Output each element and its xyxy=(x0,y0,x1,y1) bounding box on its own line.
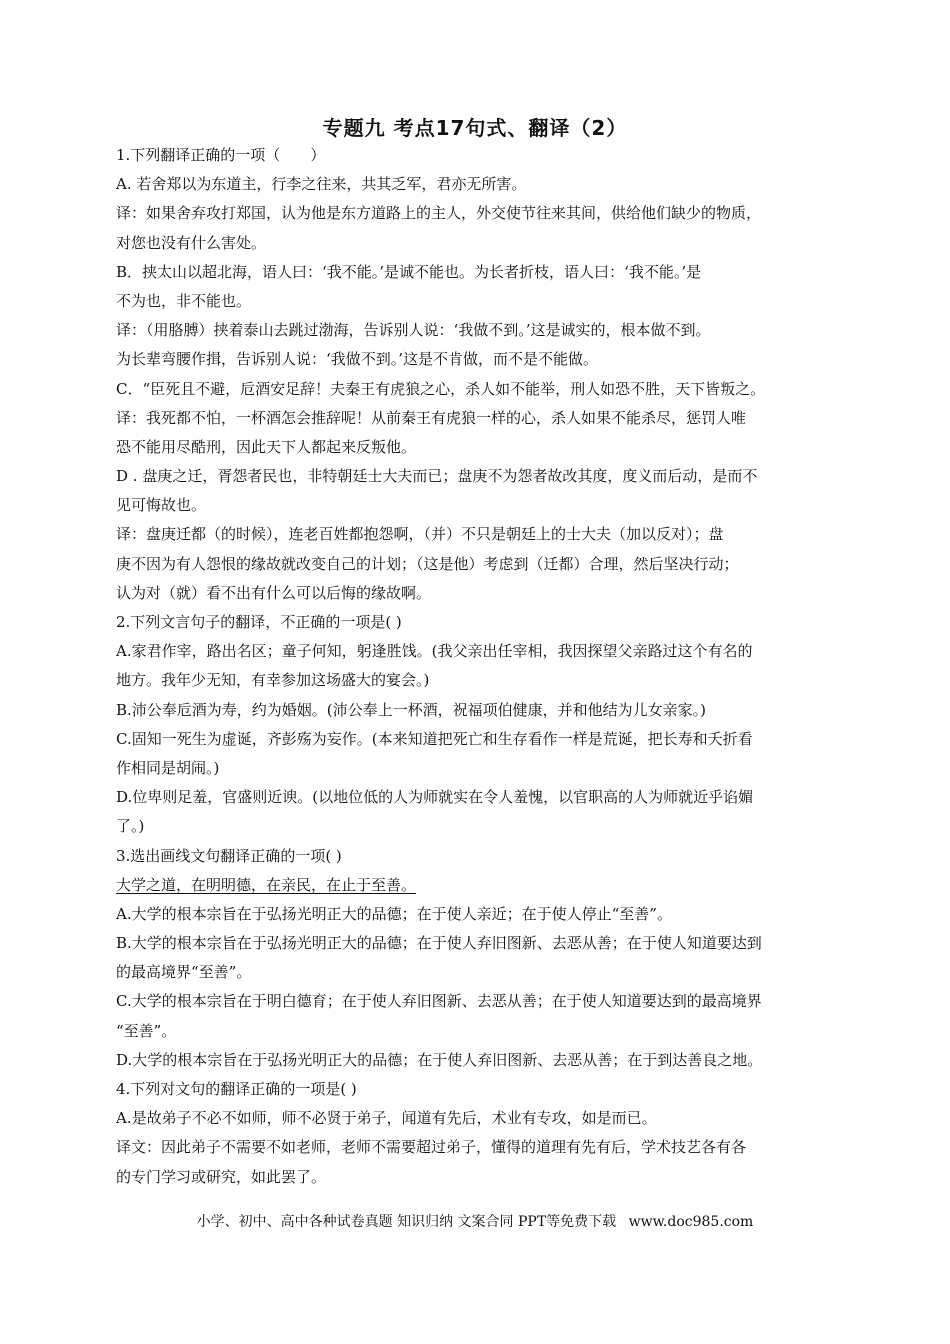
question-2-option-d-cont: 了。) xyxy=(116,817,145,836)
question-1-option-b-cont: 不为也，非不能也。 xyxy=(116,291,252,310)
question-1-option-d: D . 盘庚之迁，胥怨者民也，非特朝廷士大夫而已；盘庚不为怨者故改其度，度义而后动，是而不 xyxy=(116,467,758,486)
question-4-option-a-translation: 译文：因此弟子不需要不如老师，老师不需要超过弟子，懂得的道理有先有后，学术技艺各有各 xyxy=(116,1138,747,1157)
document-body xyxy=(116,141,851,1192)
question-1-option-a-translation-cont: 对您也没有什么害处。 xyxy=(116,233,267,252)
question-2-option-a-cont: 地方。我年少无知，有幸参加这场盛大的宴会。) xyxy=(116,671,430,690)
question-1-option-d-translation: 译：盘庚迁都（的时候），连老百姓都抱怨啊，（并）不只是朝廷上的士大夫（加以反对）；盘 xyxy=(116,525,724,544)
question-3-option-c: C.大学的根本宗旨在于明白德育；在于使人弃旧图新、去恶从善；在于使人知道要达到的最高境界 xyxy=(116,992,762,1011)
footer-url: www.doc985.com xyxy=(628,1214,754,1230)
question-4-stem: 4.下列对文句的翻译正确的一项是( ) xyxy=(116,1080,357,1098)
question-3-stem: 3.选出画线文句翻译正确的一项( ) xyxy=(116,846,342,865)
question-3-option-d: D.大学的根本宗旨在于弘扬光明正大的品德；在于使人弃旧图新、去恶从善；在于到达善良之地。 xyxy=(116,1050,763,1069)
question-1-option-c: C．“臣死且不避，卮酒安足辞！夫秦王有虎狼之心，杀人如不能举，刑人如恐不胜，天下皆叛之。 xyxy=(116,379,766,398)
question-4-option-a: A.是故弟子不必不如师，师不必贤于弟子，闻道有先后，术业有专攻，如是而已。 xyxy=(116,1109,657,1128)
question-3-option-b-cont: 的最高境界“至善”。 xyxy=(116,963,252,982)
question-1-option-c-translation: 译：我死都不怕，一杯酒怎会推辞呢！从前秦王有虎狼一样的心，杀人如果不能杀尽，惩罚人唯 xyxy=(116,408,747,427)
question-2-stem: 2.下列文言句子的翻译，不正确的一项是( ) xyxy=(116,613,402,631)
footer-text: 小学、初中、高中各种试卷真题 知识归纳 文案合同 PPT等免费下载 xyxy=(196,1214,617,1230)
question-1-option-a: A. 若舍郑以为东道主，行李之往来，共其乏军，君亦无所害。 xyxy=(116,175,527,194)
underlined-text: 大学之道，在明明德，在亲民，在止于至善。 xyxy=(116,875,417,894)
question-3-option-b: B.大学的根本宗旨在于弘扬光明正大的品德；在于使人弃旧图新、去恶从善；在于使人知道要达到 xyxy=(116,934,762,953)
question-1-option-c-translation-cont: 恐不能用尽酷刑，因此天下人都起来反叛他。 xyxy=(116,437,417,456)
question-2-option-a: A.家君作宰，路出名区；童子何知，躬逢胜饯。(我父亲出任宰相，我因探望父亲路过这个有名的 xyxy=(116,642,753,661)
question-1-stem: 1.下列翻译正确的一项（ ） xyxy=(116,146,326,164)
page-title: 专题九 考点17句式、翻译（2） xyxy=(322,116,628,140)
question-2-option-c-cont: 作相同是胡闹。) xyxy=(116,758,220,777)
question-3-option-a: A.大学的根本宗旨在于弘扬光明正大的品德；在于使人亲近；在于使人停止“至善”。 xyxy=(116,904,672,923)
question-1-option-d-translation-cont: 庚不因为有人怨恨的缘故就改变自己的计划；（这是他）考虑到（迁都）合理，然后坚决行动； xyxy=(116,554,739,573)
question-2-option-d: D.位卑则足羞，官盛则近谀。(以地位低的人为师就实在令人羞愧，以官职高的人为师就近乎谄媚 xyxy=(116,788,754,807)
question-3-underlined-passage xyxy=(116,871,851,900)
question-1-option-b-translation: 译：（用胳膊）挟着泰山去跳过渤海，告诉别人说：‘我做不到。’这是诚实的，根本做不到。 xyxy=(116,321,711,340)
question-1-option-b-translation-cont: 为长辈弯腰作揖，告诉别人说：‘我做不到。’这是不肯做，而不是不能做。 xyxy=(116,350,599,369)
question-2-option-c: C.固知一死生为虚诞，齐彭殇为妄作。(本来知道把死亡和生存看作一样是荒诞，把长寿和夭折看 xyxy=(116,729,753,748)
question-1-option-d-translation-cont: 认为对（就）看不出有什么可以后悔的缘故啊。 xyxy=(116,583,432,602)
question-1-option-b: B．挟太山以超北海，语人曰：‘我不能。’是诚不能也。为长者折枝，语人曰：‘我不能。’是 xyxy=(116,262,702,281)
page-footer xyxy=(0,1211,950,1231)
question-1-option-d-cont: 见可悔故也。 xyxy=(116,496,207,515)
question-1-option-a-translation: 译：如果舍弃攻打郑国，认为他是东方道路上的主人，外交使节往来其间，供给他们缺少的物质， xyxy=(116,204,762,223)
question-4-option-a-translation-cont: 的专门学习或研究，如此罢了。 xyxy=(116,1167,327,1186)
question-3-option-c-cont: “至善”。 xyxy=(116,1021,177,1040)
question-2-option-b: B.沛公奉卮酒为寿，约为婚姻。(沛公奉上一杯酒，祝福项伯健康，并和他结为儿女亲家。) xyxy=(116,700,706,719)
